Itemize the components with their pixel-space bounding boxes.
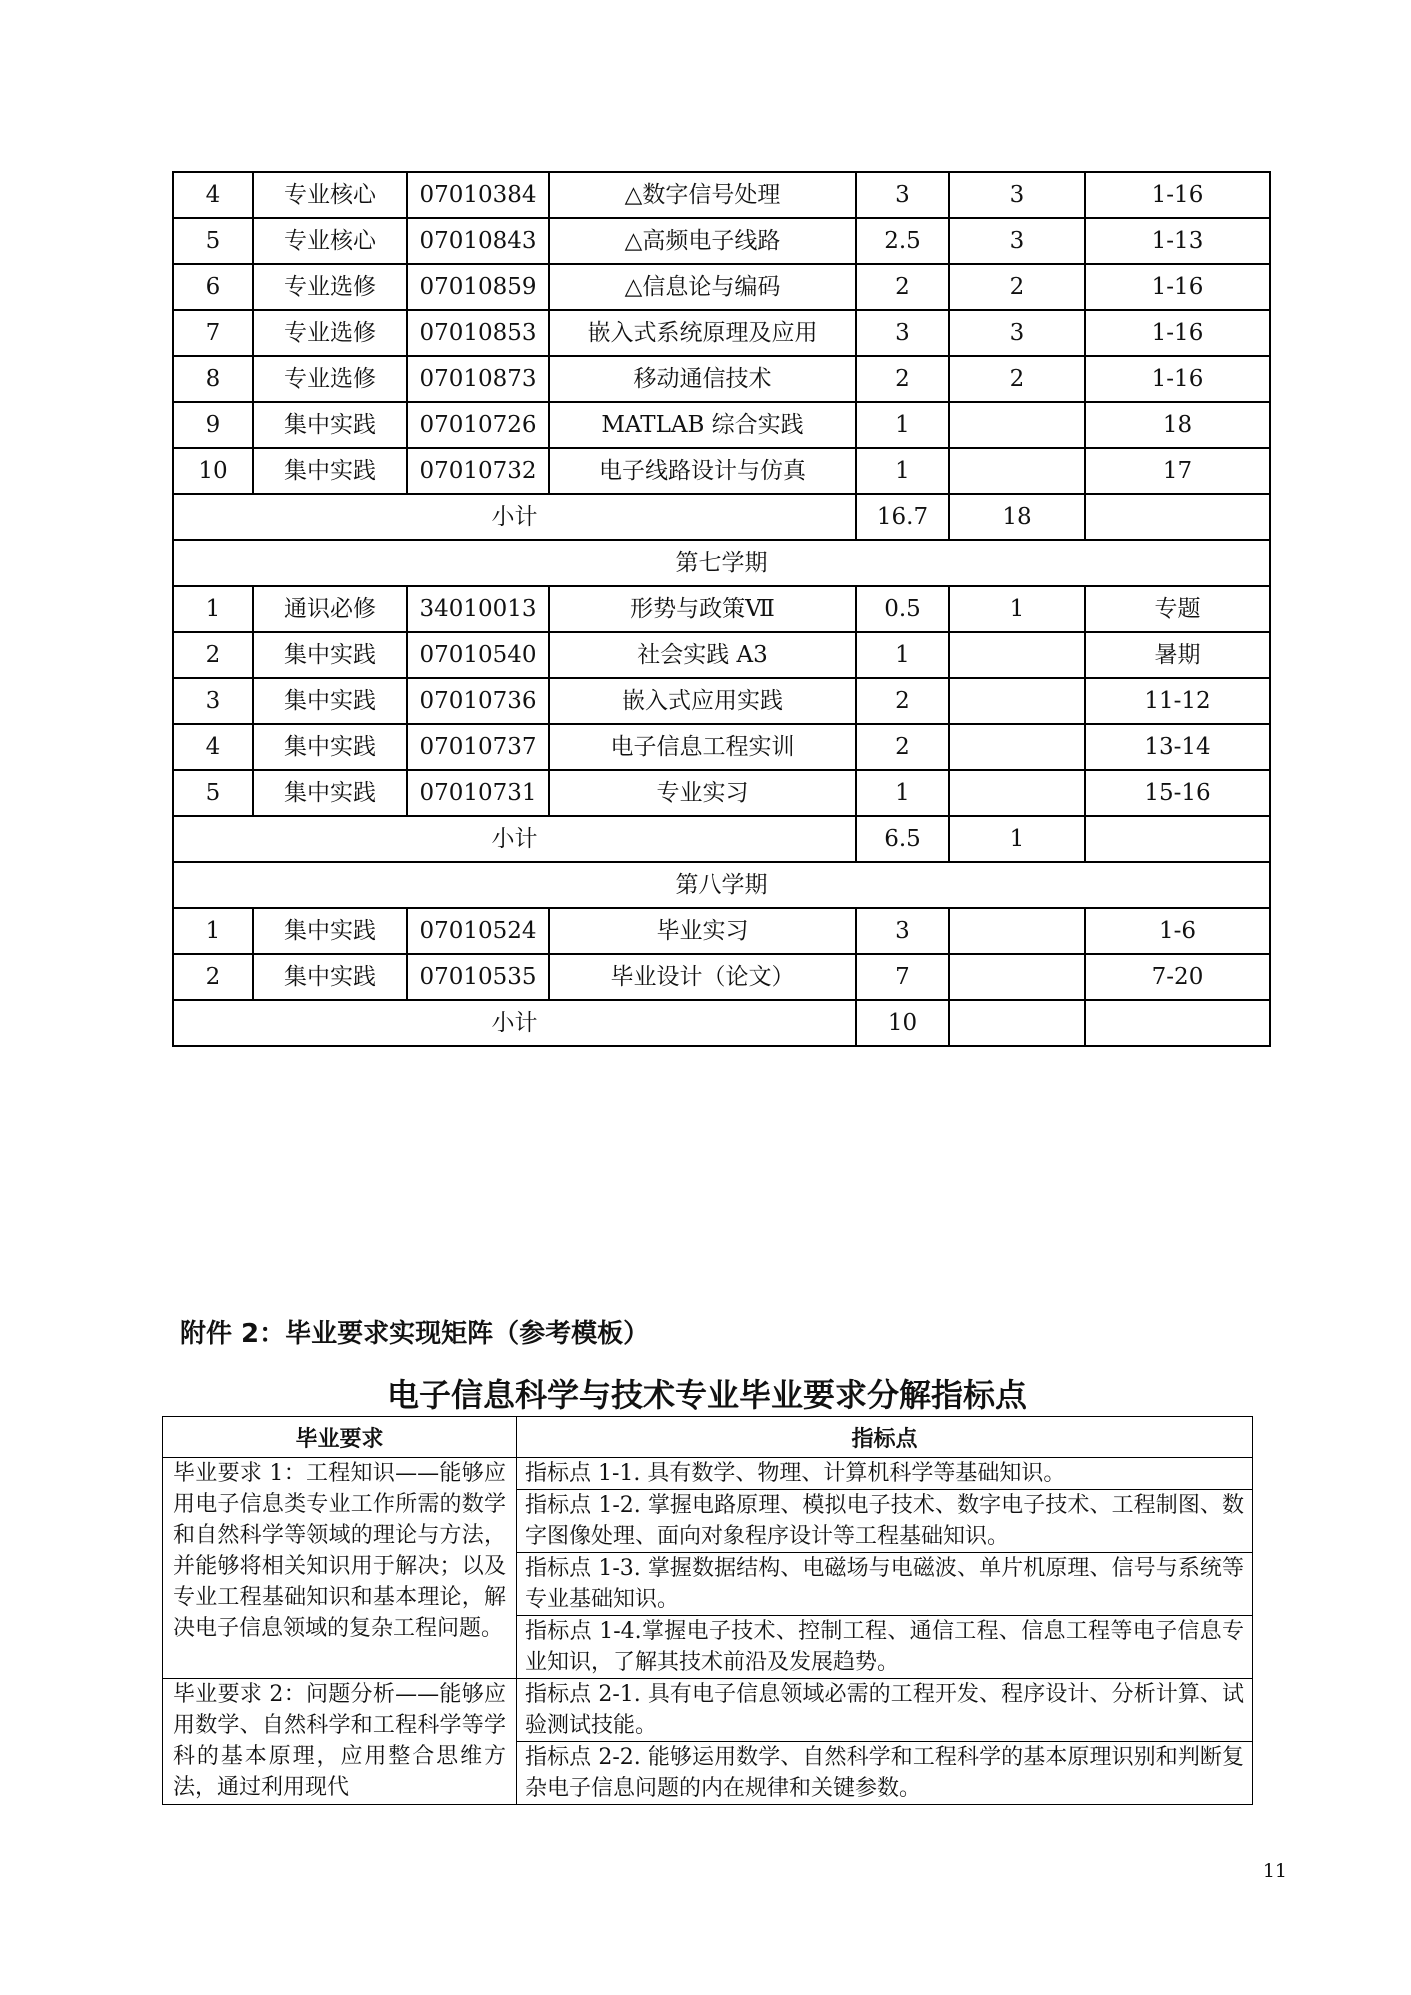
course-code: 07010737 (407, 724, 549, 770)
course-hours: 1 (949, 586, 1085, 632)
subtotal-hours: 18 (949, 494, 1085, 540)
subtotal-weeks (1085, 1000, 1270, 1046)
course-credits: 1 (856, 448, 949, 494)
course-credits: 2 (856, 356, 949, 402)
course-hours: 3 (949, 172, 1085, 218)
indicator-cell: 指标点 1-4.掌握电子技术、控制工程、通信工程、信息工程等电子信息专业知识，了解其技术前沿及发展趋势。 (517, 1616, 1253, 1679)
course-code: 07010873 (407, 356, 549, 402)
course-hours: 3 (949, 310, 1085, 356)
course-number: 1 (173, 586, 253, 632)
course-row (173, 310, 1270, 356)
course-name: 电子线路设计与仿真 (549, 448, 856, 494)
course-number: 1 (173, 908, 253, 954)
course-code: 07010384 (407, 172, 549, 218)
course-hours (949, 678, 1085, 724)
subtotal-hours (949, 1000, 1085, 1046)
course-credits: 7 (856, 954, 949, 1000)
indicator-cell: 指标点 1-3. 掌握数据结构、电磁场与电磁波、单片机原理、信号与系统等专业基础知识。 (517, 1553, 1253, 1616)
course-weeks: 15-16 (1085, 770, 1270, 816)
course-number: 4 (173, 172, 253, 218)
course-name: 移动通信技术 (549, 356, 856, 402)
course-category: 集中实践 (253, 632, 407, 678)
page-number: 11 (1262, 1860, 1287, 1882)
course-credits: 3 (856, 908, 949, 954)
course-weeks: 1-16 (1085, 356, 1270, 402)
course-number: 10 (173, 448, 253, 494)
course-category: 集中实践 (253, 402, 407, 448)
semester-row (173, 862, 1270, 908)
course-name: 电子信息工程实训 (549, 724, 856, 770)
course-row (173, 632, 1270, 678)
course-hours (949, 724, 1085, 770)
course-number: 3 (173, 678, 253, 724)
indicator-cell: 指标点 1-1. 具有数学、物理、计算机科学等基础知识。 (517, 1458, 1253, 1490)
matrix-row (163, 1679, 1253, 1742)
course-credits: 2 (856, 264, 949, 310)
course-row (173, 678, 1270, 724)
course-hours: 2 (949, 264, 1085, 310)
course-category: 集中实践 (253, 448, 407, 494)
course-row (173, 356, 1270, 402)
course-name: △数字信号处理 (549, 172, 856, 218)
subtotal-label: 小计 (173, 494, 856, 540)
subtotal-credits: 6.5 (856, 816, 949, 862)
matrix-header-requirement: 毕业要求 (163, 1417, 517, 1458)
course-number: 2 (173, 632, 253, 678)
course-row (173, 770, 1270, 816)
subtotal-row (173, 1000, 1270, 1046)
matrix-body (163, 1458, 1253, 1805)
course-credits: 2 (856, 724, 949, 770)
course-name: △信息论与编码 (549, 264, 856, 310)
course-hours: 2 (949, 356, 1085, 402)
subtotal-weeks (1085, 816, 1270, 862)
course-category: 专业选修 (253, 264, 407, 310)
indicator-cell: 指标点 2-2. 能够运用数学、自然科学和工程科学的基本原理识别和判断复杂电子信息问题的内在规律和关键参数。 (517, 1742, 1253, 1805)
course-weeks: 11-12 (1085, 678, 1270, 724)
subtotal-weeks (1085, 494, 1270, 540)
course-weeks: 暑期 (1085, 632, 1270, 678)
subtotal-credits: 16.7 (856, 494, 949, 540)
matrix-header-indicator: 指标点 (517, 1417, 1253, 1458)
subtotal-label: 小计 (173, 1000, 856, 1046)
course-name: 毕业设计（论文） (549, 954, 856, 1000)
course-row (173, 264, 1270, 310)
course-row (173, 402, 1270, 448)
course-category: 集中实践 (253, 908, 407, 954)
course-category: 专业选修 (253, 310, 407, 356)
course-hours (949, 402, 1085, 448)
course-number: 8 (173, 356, 253, 402)
course-credits: 1 (856, 402, 949, 448)
course-code: 07010736 (407, 678, 549, 724)
matrix-header-row (163, 1417, 1253, 1458)
course-weeks: 13-14 (1085, 724, 1270, 770)
course-code: 07010731 (407, 770, 549, 816)
course-weeks: 1-13 (1085, 218, 1270, 264)
course-weeks: 1-16 (1085, 310, 1270, 356)
course-table-body (173, 172, 1270, 1046)
course-code: 07010732 (407, 448, 549, 494)
course-row (173, 172, 1270, 218)
course-code: 07010535 (407, 954, 549, 1000)
subtotal-label: 小计 (173, 816, 856, 862)
course-weeks: 18 (1085, 402, 1270, 448)
requirement-cell: 毕业要求 2：问题分析——能够应用数学、自然科学和工程科学等学科的基本原理，应用整合思维方法，通过利用现代 (163, 1679, 517, 1805)
course-credits: 1 (856, 770, 949, 816)
course-weeks: 1-6 (1085, 908, 1270, 954)
course-name: 形势与政策Ⅶ (549, 586, 856, 632)
course-code: 34010013 (407, 586, 549, 632)
course-weeks: 1-16 (1085, 172, 1270, 218)
course-hours (949, 908, 1085, 954)
course-credits: 1 (856, 632, 949, 678)
appendix-heading: 附件 2：毕业要求实现矩阵（参考模板） (180, 1319, 650, 1349)
course-category: 专业核心 (253, 218, 407, 264)
matrix-row (163, 1458, 1253, 1490)
course-weeks: 7-20 (1085, 954, 1270, 1000)
course-number: 2 (173, 954, 253, 1000)
course-category: 专业核心 (253, 172, 407, 218)
course-category: 集中实践 (253, 678, 407, 724)
indicator-cell: 指标点 2-1. 具有电子信息领域必需的工程开发、程序设计、分析计算、试验测试技能。 (517, 1679, 1253, 1742)
course-name: 专业实习 (549, 770, 856, 816)
subtotal-row (173, 494, 1270, 540)
subtotal-credits: 10 (856, 1000, 949, 1046)
course-hours: 3 (949, 218, 1085, 264)
course-number: 9 (173, 402, 253, 448)
course-category: 集中实践 (253, 954, 407, 1000)
semester-row (173, 540, 1270, 586)
course-row (173, 724, 1270, 770)
course-category: 通识必修 (253, 586, 407, 632)
course-hours (949, 770, 1085, 816)
course-credits: 2 (856, 678, 949, 724)
course-row (173, 586, 1270, 632)
course-code: 07010540 (407, 632, 549, 678)
course-number: 4 (173, 724, 253, 770)
course-number: 6 (173, 264, 253, 310)
course-name: MATLAB 综合实践 (549, 402, 856, 448)
course-number: 5 (173, 218, 253, 264)
course-name: 社会实践 A3 (549, 632, 856, 678)
course-row (173, 448, 1270, 494)
course-code: 07010726 (407, 402, 549, 448)
course-schedule-table (172, 171, 1271, 1047)
course-category: 集中实践 (253, 724, 407, 770)
course-code: 07010853 (407, 310, 549, 356)
course-row (173, 908, 1270, 954)
course-name: △高频电子线路 (549, 218, 856, 264)
subtotal-hours: 1 (949, 816, 1085, 862)
course-code: 07010524 (407, 908, 549, 954)
course-name: 嵌入式系统原理及应用 (549, 310, 856, 356)
semester-label: 第八学期 (173, 862, 1270, 908)
course-number: 7 (173, 310, 253, 356)
subtotal-row (173, 816, 1270, 862)
course-weeks: 1-16 (1085, 264, 1270, 310)
matrix-title: 电子信息科学与技术专业毕业要求分解指标点 (386, 1376, 1027, 1414)
course-code: 07010859 (407, 264, 549, 310)
course-row (173, 954, 1270, 1000)
course-credits: 0.5 (856, 586, 949, 632)
requirement-cell: 毕业要求 1：工程知识——能够应用电子信息类专业工作所需的数学和自然科学等领域的理论与方法，并能够将相关知识用于解决；以及专业工程基础知识和基本理论，解决电子信息领域的复杂工程问题。 (163, 1458, 517, 1679)
course-credits: 3 (856, 310, 949, 356)
course-weeks: 17 (1085, 448, 1270, 494)
course-category: 专业选修 (253, 356, 407, 402)
course-name: 嵌入式应用实践 (549, 678, 856, 724)
course-number: 5 (173, 770, 253, 816)
course-name: 毕业实习 (549, 908, 856, 954)
indicator-cell: 指标点 1-2. 掌握电路原理、模拟电子技术、数字电子技术、工程制图、数字图像处理、面向对象程序设计等工程基础知识。 (517, 1490, 1253, 1553)
course-category: 集中实践 (253, 770, 407, 816)
course-hours (949, 954, 1085, 1000)
course-weeks: 专题 (1085, 586, 1270, 632)
course-row (173, 218, 1270, 264)
course-code: 07010843 (407, 218, 549, 264)
course-hours (949, 448, 1085, 494)
semester-label: 第七学期 (173, 540, 1270, 586)
course-credits: 3 (856, 172, 949, 218)
graduation-requirements-matrix (162, 1416, 1253, 1805)
course-credits: 2.5 (856, 218, 949, 264)
course-hours (949, 632, 1085, 678)
